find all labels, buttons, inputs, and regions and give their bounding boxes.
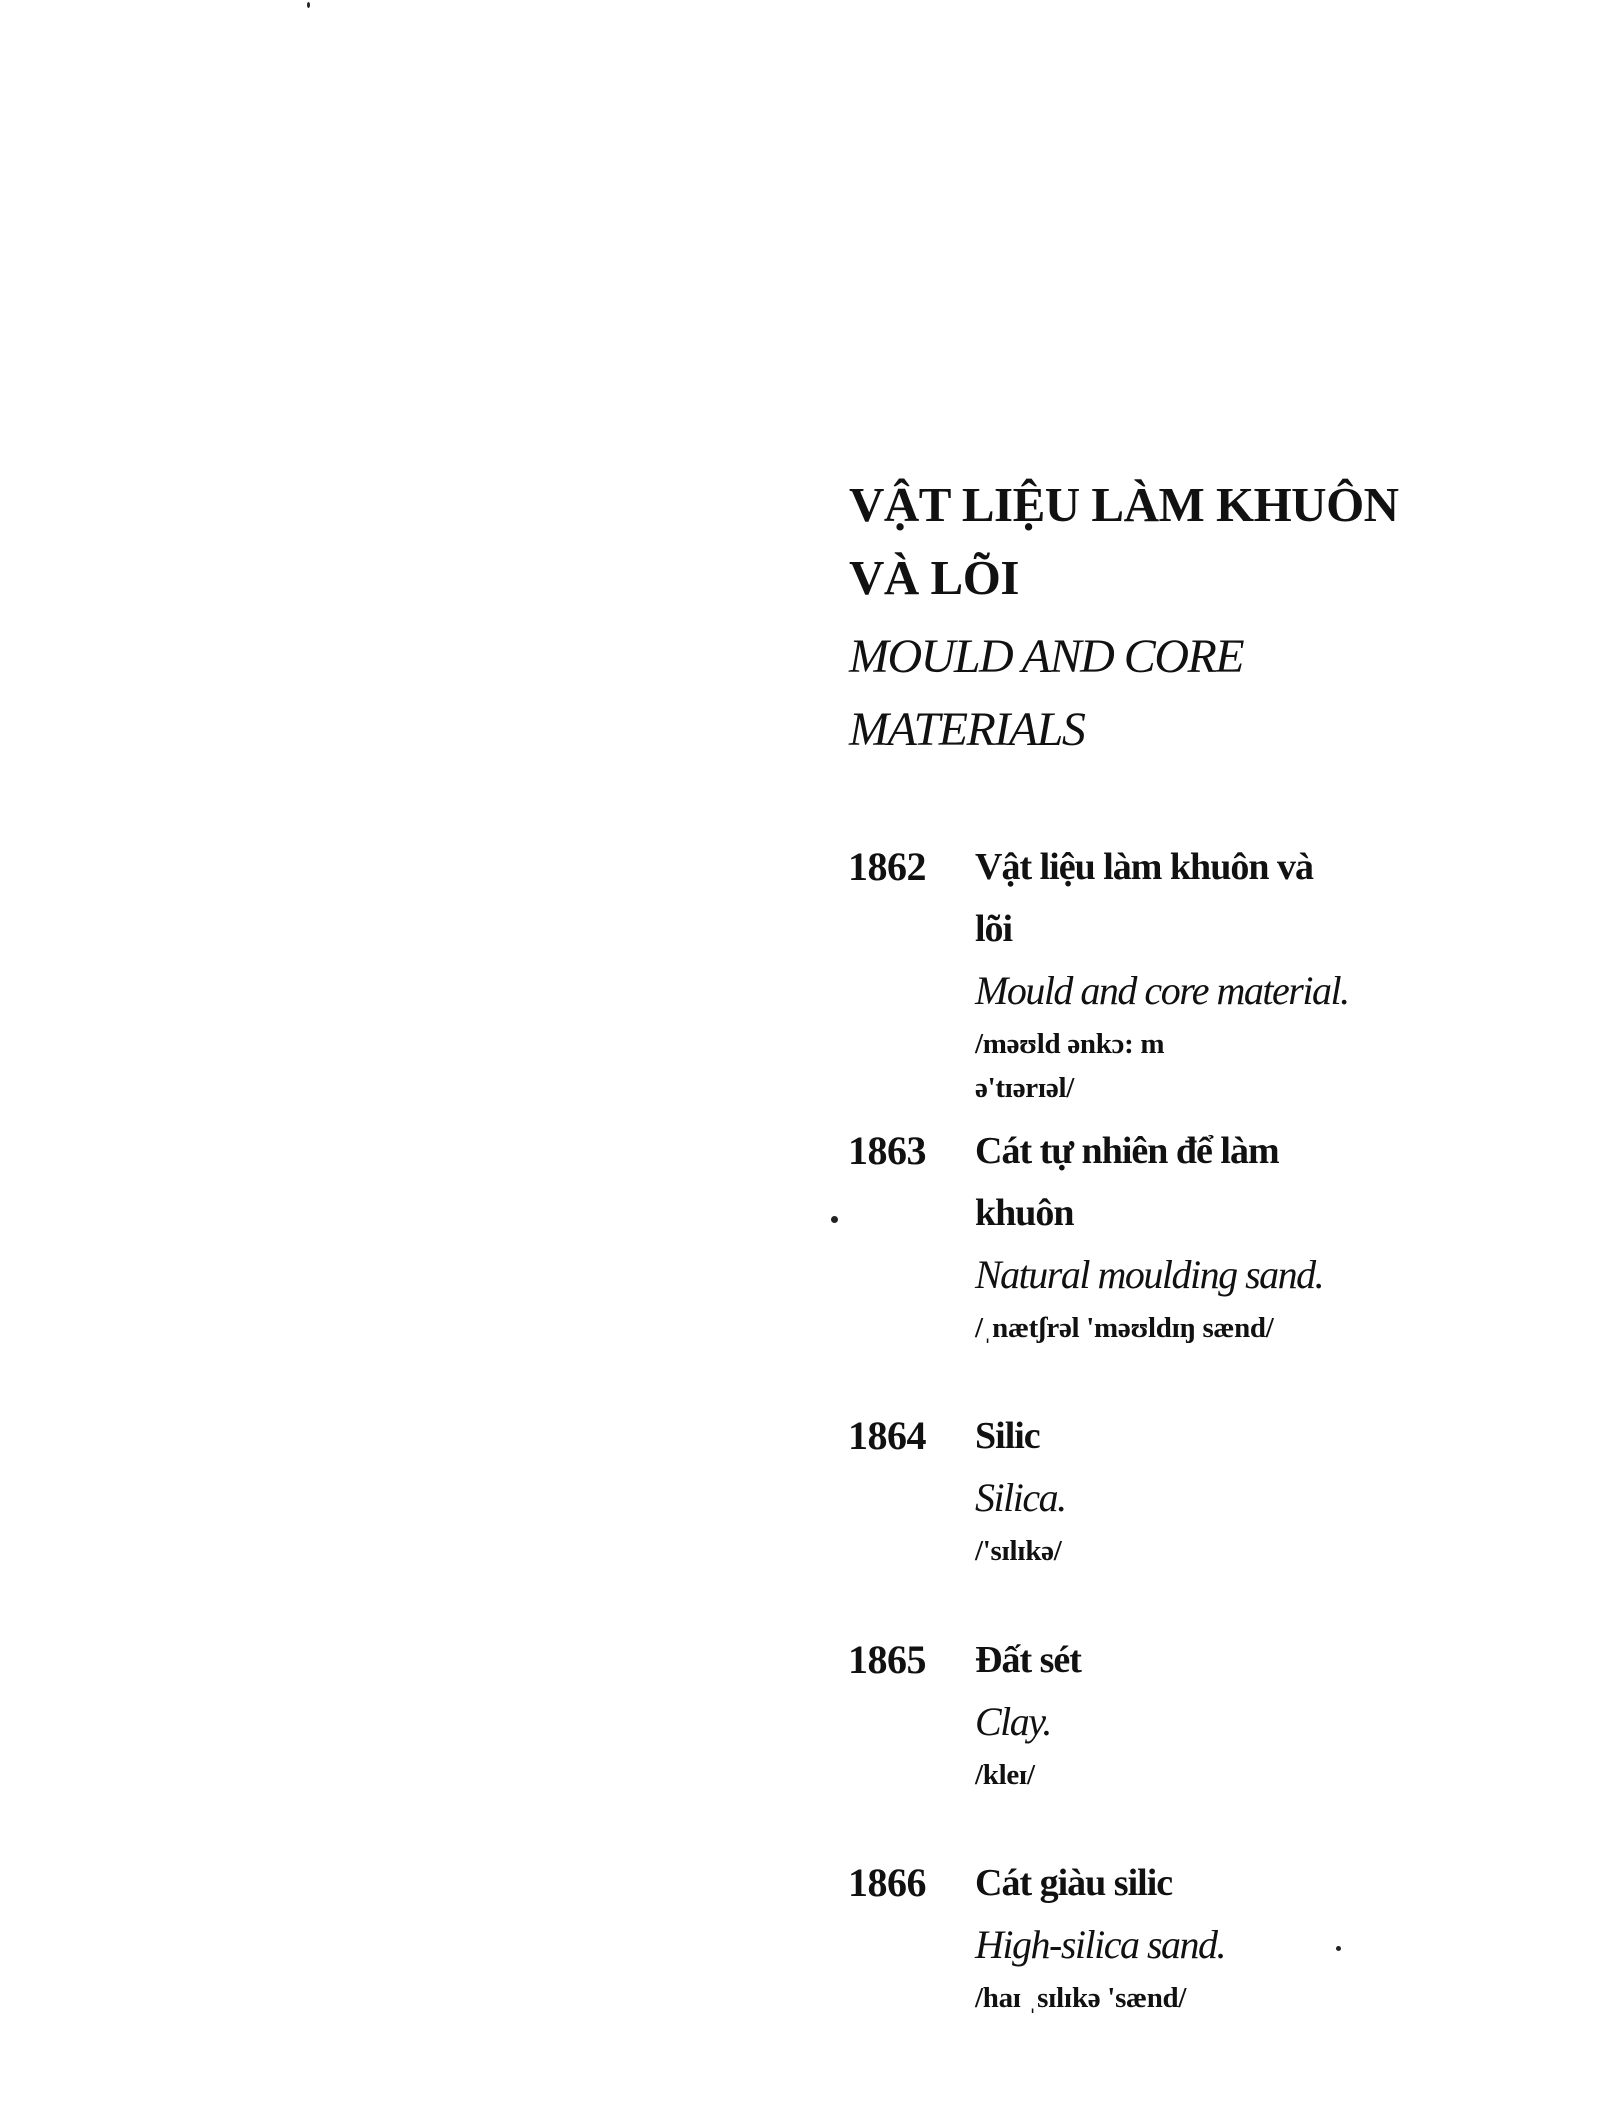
entry-vietnamese-term: [975, 836, 1395, 960]
entry-pronunciation: [975, 1022, 1395, 1110]
entry-english-term: Silica.: [975, 1475, 1066, 1520]
entry-vi-line-2: lõi: [975, 908, 1013, 950]
entry-ipa-line-2: ə'tɪərɪəl/: [975, 1072, 1074, 1104]
entry-vietnamese-term: Cát giàu silic: [975, 1862, 1173, 1904]
entry-body: [975, 1629, 1395, 1797]
entry-english-term: Natural moulding sand.: [975, 1252, 1324, 1297]
entry-body: [975, 1852, 1395, 2020]
entry-pronunciation: /'sɪlɪkə/: [975, 1535, 1062, 1567]
entry-vietnamese-term: [975, 1120, 1395, 1244]
heading-vi-line-2: VÀ LÕI: [849, 550, 1019, 605]
entry-vi-line-2: khuôn: [975, 1192, 1074, 1234]
entry-body: [975, 1405, 1395, 1573]
entry-number: 1862: [848, 844, 926, 889]
entry-english-term: Mould and core material.: [975, 968, 1349, 1013]
scan-speck: [831, 1216, 838, 1223]
entry-pronunciation: /kleɪ/: [975, 1759, 1035, 1791]
entry-number: 1865: [848, 1637, 926, 1682]
heading-vietnamese: [849, 468, 1409, 614]
entry-ipa-line-1: /məʊld ənkɔ: m: [975, 1028, 1165, 1060]
entry-body: [975, 836, 1395, 1110]
entry-pronunciation: /haɪ ˌsɪlɪkə 'sænd/: [975, 1982, 1187, 2014]
entry-number: 1864: [848, 1413, 926, 1458]
entry-vi-line-1: Cát tự nhiên để làm: [975, 1130, 1279, 1172]
scan-speck: [307, 2, 310, 8]
entry-english-term: High-silica sand.: [975, 1922, 1226, 1967]
entry-number: 1863: [848, 1128, 926, 1173]
entry-pronunciation: /ˌnætʃrəl 'məʊldɪŋ sænd/: [975, 1312, 1274, 1344]
entry-vi-line-1: Vật liệu làm khuôn và: [975, 846, 1313, 888]
heading-en-line-1: MOULD AND CORE: [849, 630, 1244, 683]
entry-vietnamese-term: Đất sét: [975, 1639, 1081, 1681]
entry-body: [975, 1120, 1395, 1350]
entry-number: 1866: [848, 1860, 926, 1905]
heading-english: [849, 620, 1409, 766]
scan-speck: [1336, 1946, 1341, 1951]
entry-vietnamese-term: Silic: [975, 1415, 1040, 1457]
heading-en-line-2: MATERIALS: [849, 703, 1085, 756]
section-heading: [849, 468, 1409, 766]
entry-english-term: Clay.: [975, 1699, 1051, 1744]
heading-vi-line-1: VẬT LIỆU LÀM KHUÔN: [849, 477, 1399, 532]
